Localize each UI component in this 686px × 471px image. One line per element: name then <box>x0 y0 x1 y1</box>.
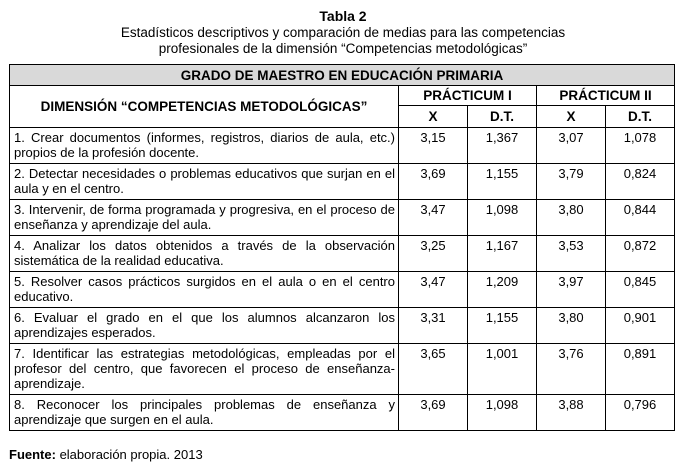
grado-header: GRADO DE MAESTRO EN EDUCACIÓN PRIMARIA <box>10 65 675 86</box>
row-description: 2. Detectar necesidades o problemas educativos que surjan en el aula y en el centro. <box>10 164 399 200</box>
row-x2: 3,80 <box>537 308 606 344</box>
row-description: 3. Intervenir, de forma programada y progresiva, en el proceso de enseñanza y aprendizaje del aula. <box>10 200 399 236</box>
row-dt1: 1,209 <box>468 272 537 308</box>
row-dt1: 1,155 <box>468 164 537 200</box>
row-x2: 3,97 <box>537 272 606 308</box>
row-dt1: 1,098 <box>468 200 537 236</box>
row-x2: 3,88 <box>537 395 606 431</box>
row-x1: 3,65 <box>399 344 468 395</box>
table-source <box>9 447 203 462</box>
table-caption <box>0 8 686 57</box>
row-dt1: 1,167 <box>468 236 537 272</box>
row-description: 4. Analizar los datos obtenidos a través de la observación sistemática de la realidad educativa. <box>10 236 399 272</box>
row-description: 7. Identificar las estrategias metodológicas, empleadas por el profesor del centro, que favorecen el proceso de enseñanza-aprendizaje. <box>10 344 399 395</box>
row-dt2: 0,872 <box>606 236 675 272</box>
col-dt-2: D.T. <box>606 106 675 128</box>
row-x2: 3,53 <box>537 236 606 272</box>
table-title: Tabla 2 <box>319 8 367 24</box>
row-description: 8. Reconocer los principales problemas de enseñanza y aprendizaje que surgen en el aula. <box>10 395 399 431</box>
source-label: Fuente: <box>9 447 56 462</box>
row-x1: 3,31 <box>399 308 468 344</box>
table-row <box>10 395 675 431</box>
col-x-1: X <box>399 106 468 128</box>
table-row <box>10 308 675 344</box>
row-dt2: 0,844 <box>606 200 675 236</box>
row-description: 6. Evaluar el grado en el que los alumnos alcanzaron los aprendizajes esperados. <box>10 308 399 344</box>
row-dt1: 1,001 <box>468 344 537 395</box>
row-dt2: 0,901 <box>606 308 675 344</box>
row-x1: 3,69 <box>399 164 468 200</box>
row-dt2: 1,078 <box>606 128 675 164</box>
row-dt2: 0,891 <box>606 344 675 395</box>
row-dt2: 0,845 <box>606 272 675 308</box>
row-dt1: 1,098 <box>468 395 537 431</box>
table-row <box>10 164 675 200</box>
row-description: 1. Crear documentos (informes, registros, diarios de aula, etc.) propios de la profesión docente. <box>10 128 399 164</box>
row-x2: 3,07 <box>537 128 606 164</box>
stats-table <box>9 64 675 431</box>
row-description: 5. Resolver casos prácticos surgidos en el aula o en el centro educativo. <box>10 272 399 308</box>
table-row <box>10 236 675 272</box>
row-dt2: 0,796 <box>606 395 675 431</box>
col-x-2: X <box>537 106 606 128</box>
row-x1: 3,47 <box>399 200 468 236</box>
row-x2: 3,79 <box>537 164 606 200</box>
caption-line-1: Estadísticos descriptivos y comparación de medias para las competencias <box>120 25 566 40</box>
table-row <box>10 272 675 308</box>
col-dt-1: D.T. <box>468 106 537 128</box>
table-row <box>10 200 675 236</box>
source-text: elaboración propia. 2013 <box>55 447 203 462</box>
row-dt1: 1,155 <box>468 308 537 344</box>
row-x2: 3,80 <box>537 200 606 236</box>
practicum-1-header: PRÁCTICUM I <box>399 86 537 106</box>
table-row <box>10 344 675 395</box>
row-x1: 3,25 <box>399 236 468 272</box>
row-dt2: 0,824 <box>606 164 675 200</box>
row-x1: 3,47 <box>399 272 468 308</box>
row-x2: 3,76 <box>537 344 606 395</box>
dimension-header: DIMENSIÓN “COMPETENCIAS METODOLÓGICAS” <box>10 86 399 128</box>
row-x1: 3,15 <box>399 128 468 164</box>
row-x1: 3,69 <box>399 395 468 431</box>
practicum-2-header: PRÁCTICUM II <box>537 86 675 106</box>
row-dt1: 1,367 <box>468 128 537 164</box>
table-row <box>10 128 675 164</box>
caption-line-2: profesionales de la dimensión “Competencias metodológicas” <box>158 41 528 56</box>
